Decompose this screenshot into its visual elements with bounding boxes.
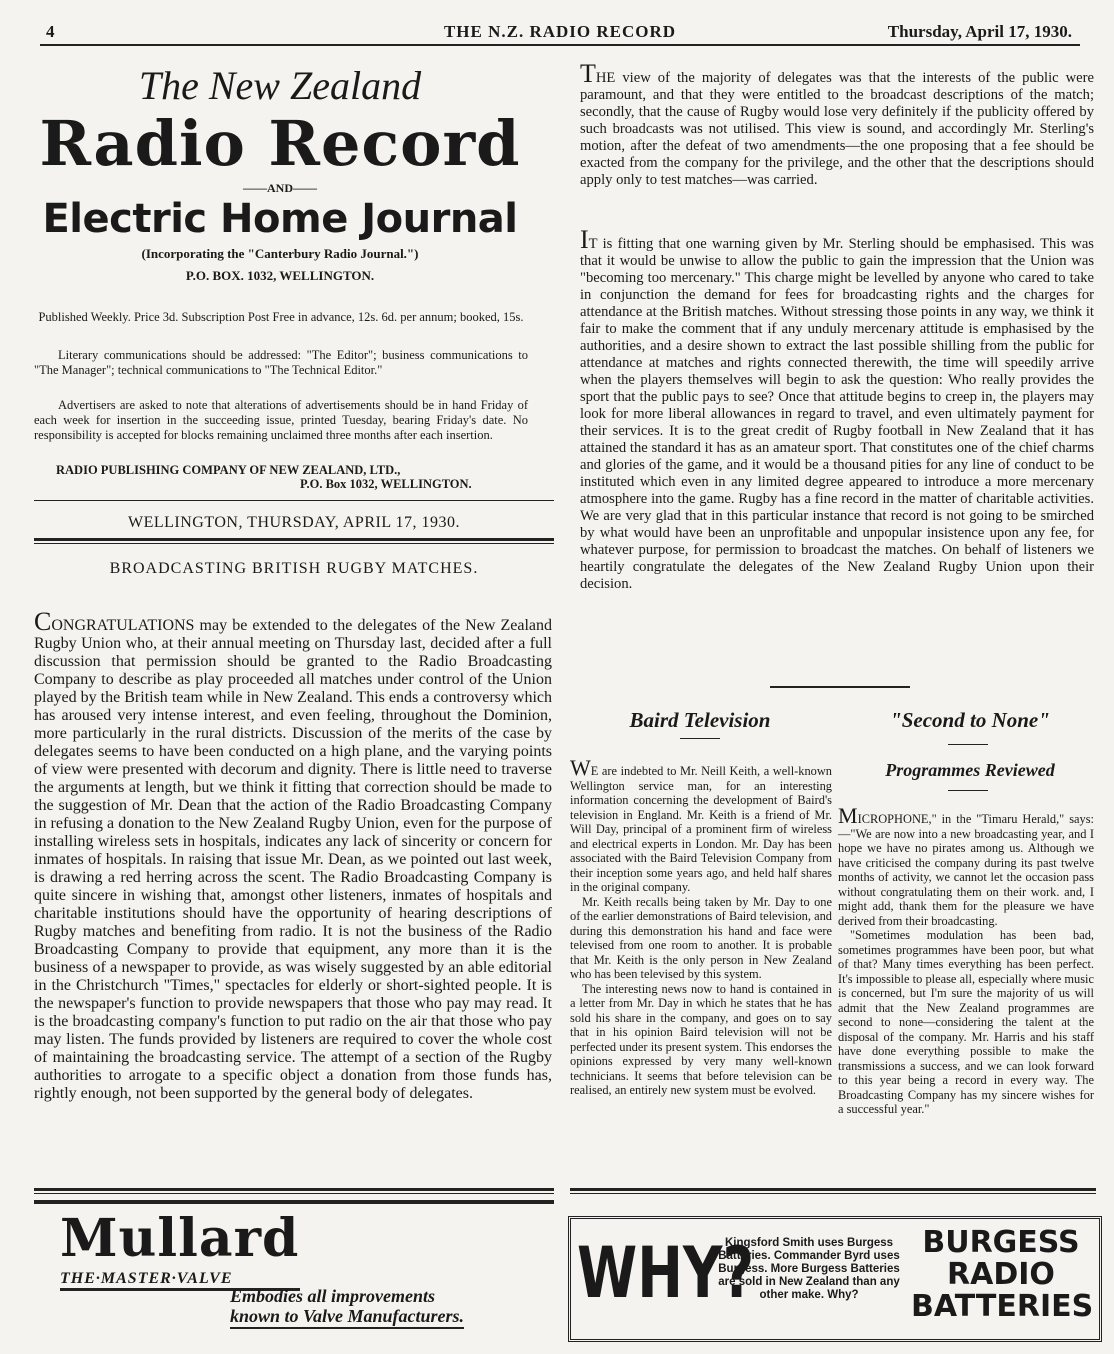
po-box: P.O. BOX. 1032, WELLINGTON.: [185, 268, 375, 283]
burgess-brand: [911, 1225, 1094, 1324]
dropcap-m: M: [838, 803, 858, 828]
second-subtitle: Programmes Reviewed: [885, 760, 1055, 780]
second-title: "Second to None": [890, 708, 1050, 732]
mullard-tagline: THE·MASTER·VALVE: [60, 1270, 300, 1291]
editorial-paragraph-2: THE view of the majority of delegates was that the interests of the public were paramount, and that they were entitled to the broadcast descriptions of the match; secondly, that the cause of Rugby would lose very definitely if the publicity offered by such broadcasts was not utilised. This view is sound, and accordingly Mr. Sterling's motion, after the defeat of two amendments—the one proposing that a fee should be exacted from the company for the privilege, and the other that the descriptions should apply only to test matches—was carried.: [580, 59, 1094, 188]
dropcap-w: W: [570, 755, 591, 780]
dropcap-t: T: [580, 59, 596, 88]
left-bottom-rule: [34, 1188, 554, 1194]
burgess-line1: BURGESS: [922, 1225, 1080, 1260]
baird-rule: [680, 738, 720, 739]
mullard-line1: Embodies all improvements: [230, 1286, 435, 1306]
mullard-brand: Mullard: [60, 1208, 300, 1269]
mullard-line2: known to Valve Manufacturers.: [230, 1306, 464, 1329]
mullard-top-bar: [34, 1200, 554, 1204]
published-info: Published Weekly. Price 3d. Subscription Post Free in advance, 12s. 6d. per annum; booked, 15s.: [38, 310, 524, 324]
page-number: 4: [46, 22, 55, 41]
masthead-line1: The New Zealand: [138, 63, 422, 108]
dateline: WELLINGTON, THURSDAY, APRIL 17, 1930.: [128, 514, 460, 531]
second-subrule: [948, 790, 988, 791]
incorporating-note: (Incorporating the "Canterbury Radio Journal."): [141, 246, 419, 261]
burgess-text: Kingsford Smith uses Burgess Batteries. Commander Byrd uses Burgess. More Burgess Batteries are sold in New Zealand than any other make. Why?: [718, 1237, 900, 1301]
mullard-advertisement: [34, 1200, 554, 1340]
baird-title: Baird Television: [629, 708, 771, 732]
masthead-subtitle: Electric Home Journal: [42, 196, 518, 242]
issue-date: Thursday, April 17, 1930.: [887, 22, 1072, 41]
second-article: MICROPHONE," in the "Timaru Herald," says:—"We are now into a new broadcasting year, and I hope we have no pirates among us. Although we have criticised the company during its past twelve months of activity, we cannot let the occasion pass without congratulating them on their work. and, I might add, thank them for the pleasure we have derived from their broadcasting. "Sometimes modulation has been bad, sometimes programmes have been poor, but what of that? Many times everything has been perfect. It's impossible to please all, especially where music is concerned, but I'm sure the majority of us will admit that the New Zealand programmes are second to none—considering the talent at the disposal of the company. Mr. Harris and his staff have done everything possible to make the transmissions a success, and we can look forward to this year being a record in every way. The Broadcasting Company has my sincere wishes for a successful year.": [838, 803, 1094, 1116]
masthead-rule: [34, 500, 554, 501]
company-box: P.O. Box 1032, WELLINGTON.: [300, 477, 472, 491]
dateline-rule: [34, 538, 554, 544]
burgess-line3: BATTERIES: [911, 1289, 1094, 1324]
dropcap-i: I: [580, 225, 589, 254]
dropcap-c: C: [34, 607, 52, 636]
literary-info: Literary communications should be addressed: "The Editor"; business communications to "The Manager"; technical communications to "The Technical Editor.": [34, 348, 528, 377]
baird-article: WE are indebted to Mr. Neill Keith, a well-known Wellington service man, for an interesting information concerning the development of Baird's television in England. Mr. Keith is a friend of Mr. Will Day, principal of a prominent firm of wireless and electrical experts in London. Mr. Day has been associated with the Baird Television Company from their inception some years ago, and held half shares in the original company. Mr. Keith recalls being taken by Mr. Day to one of the earlier demonstrations of Baird television, and during this demonstration his hand and face were televised from one room to another. It is probable that Mr. Keith is the only person in New Zealand who has been televised by this system. The interesting news now to hand is contained in a letter from Mr. Day in which he states that he has sold his share in the company, and goes on to say that in his opinion Baird television will not be perfected under its present system. This endorses the opinions expressed by very many well-known technicians. It seems that before television can be realised, an entirely new system must be evolved.: [570, 755, 832, 1097]
editorial-paragraph-3: IT is fitting that one warning given by Mr. Sterling should be emphasised. This was that it would be unwise to allow the public to gain the impression that the Union was "becoming too mercenary." This charge might be levelled by anyone who cared to take in conjunction the demand for fees for broadcasting rights and the charges for attendance at the British matches. Without stressing those points in any way, we think it fair to make the comment that if any unduly mercenary attitude is emphasised by the authorities, and a desire shown to extract the last possible shilling from the public for attendance at matches and rights connected therewith, the time will speedily arrive when the players themselves will begin to ask the question: Who really provides the sport that the public pays to see? Once that attitude begins to creep in, the players may look for more liberal allowances in regard to travel, and even ultimately payment for their services. It is to the great credit of Rugby football in New Zealand that it has attained the standard it has as an amateur sport. That constitutes one of the chief charms and glories of the game, and it would be a thousand pities for any line of conduct to be instituted which even in any limited degree appeared to introduce a more mercenary atmosphere into the game. Rugby has a fine record in the matter of charitable activities. We are very glad that in this particular instance that record is not going to be smirched by what would have been an unprofitable and unpopular insistence upon any fee, for whatever purpose, for permission to broadcast the matches. On behalf of listeners we heartily congratulate the delegates of the New Zealand Rugby Union upon their decision.: [580, 225, 1094, 592]
second-p2: "Sometimes modulation has been bad, sometimes programmes have been poor, but what of that? Many times everything has been perfect. It's impossible to please all, especially where music is concerned, but I'm sure the majority of us will admit that the New Zealand programmes are second to none—considering the talent at the disposal of the company. Mr. Harris and his staff have done everything possible to make the transmissions a success, and we can look forward to this year being a record in every way. The Broadcasting Company has my sincere wishes for a successful year.": [838, 928, 1094, 1116]
editorial-title: BROADCASTING BRITISH RUGBY MATCHES.: [109, 560, 479, 577]
masthead-and: ——AND——: [243, 181, 317, 195]
publication-name: THE N.Z. RADIO RECORD: [443, 22, 677, 41]
advertisers-info: Advertisers are asked to note that alterations of advertisements should be in hand Friday of each week for insertion in the succeeding issue, printed Tuesday, bearing Friday's date. No responsibility is accepted for blocks remaining unclaimed three months after each insertion.: [34, 398, 528, 442]
section-divider: [770, 686, 910, 688]
burgess-why: WHY?: [577, 1232, 755, 1314]
baird-p3: The interesting news now to hand is contained in a letter from Mr. Day in which he states that he has sold his share in the company, and goes on to say that in his opinion Baird television will not be perfected under its present system. This endorses the opinions expressed by very many well-known technicians. It seems that before television can be realised, an entirely new system must be evolved.: [570, 981, 832, 1097]
masthead: [30, 62, 530, 284]
editorial-p1-body: New Zealand Rugby Union who, at their annual meeting on Thursday last, decided after a full discussion that permission should be granted to the Radio Broadcasting Company to describe as play proceeded all matches under control of the Union played by the British team while in New Zealand. This ends a controversy which has aroused very intense interest, and even feeling, throughout the Dominion, more particularly in the rural districts. Discussion of the merits of the case by delegates seems to have been conducted on a high plane, and the varying points of view were presented with decorum and dignity. There is little need to traverse the arguments at length, but we think it fitting that correction should be made to the suggestion of Mr. Dean that the action of the Radio Broadcasting Company in refusing a donation to the New Zealand Rugby Union, even for the purpose of installing wireless sets in hospitals, indicates any lack of sincerity or concern for inmates of hospitals. In raising that issue Mr. Dean, as we pointed out last week, is drawing a red herring across the scent. The Radio Broadcasting Company is quite sincere in wishing that, amongst other listeners, inmates of hospitals and charitable institutions should have the opportunity of hearing descriptions of Rugby matches and benefiting from radio. It is not the business of the Radio Broadcasting Company to provide that equipment, any more than it is the business of a newspaper to provide, as was wisely suggested by an able editorial in the Christchurch "Times," spectacles for elderly or short-sighted people. It is the newspaper's function to provide newspapers that those who pay may read. It is the broadcasting company's function to put radio on the air that those who pay may listen. The funds provided by listeners are required to cover the whole cost of maintaining the broadcasting service. The attempt of a section of the Rugby authorities to arrogate to a specific object a donation from those funds has, rightly enough, not been supported by the general body of delegates.: [34, 617, 553, 1102]
burgess-advertisement: [568, 1216, 1102, 1342]
right-bottom-rule: [570, 1188, 1096, 1194]
company-name: RADIO PUBLISHING COMPANY OF NEW ZEALAND, LTD.,: [56, 463, 401, 477]
editorial-paragraph-1: CONGRATULATIONS may be extended to the delegates of the New Zealand Rugby Union who, at their annual meeting on Thursday last, decided after a full discussion that permission should be granted to the Radio Broadcasting Company to describe as play proceeded all matches under control of the Union played by the British team while in New Zealand. This ends a controversy which has aroused very intense interest, and even feeling, throughout the Dominion, more particularly in the rural districts. Discussion of the merits of the case by delegates seems to have been conducted on a high plane, and the varying points of view were presented with decorum and dignity. There is little need to traverse the arguments at length, but we think it fitting that correction should be made to the suggestion of Mr. Dean that the action of the Radio Broadcasting Company in refusing a donation to the New Zealand Rugby Union, even for the purpose of installing wireless sets in hospitals, indicates any lack of sincerity or concern for inmates of hospitals. In raising that issue Mr. Dean, as we pointed out last week, is drawing a red herring across the scent. The Radio Broadcasting Company is quite sincere in wishing that, amongst other listeners, inmates of hospitals and charitable institutions should have the opportunity of hearing descriptions of Rugby matches and benefiting from radio. It is not the business of the Radio Broadcasting Company to provide that equipment, any more than it is the business of a newspaper to provide, as was wisely suggested by an able editorial in the Christchurch "Times," spectacles for elderly or short-sighted people. It is the newspaper's function to provide newspapers that those who pay may read. It is the broadcasting company's function to put radio on the air that those who pay may listen. The funds provided by listeners are required to cover the whole cost of maintaining the broadcasting service. The attempt of a section of the Rugby authorities to arrogate to a specific object a donation from those funds has, rightly enough, not been supported by the general body of delegates.: [34, 607, 553, 1102]
baird-p2: Mr. Keith recalls being taken by Mr. Day to one of the earlier demonstrations of Baird television, and during this demonstration his hand and face were televised from one room to another. It is probable that Mr. Keith is the only person in New Zealand who has been televised by this system.: [570, 894, 832, 981]
masthead-title: Radio Record: [39, 107, 521, 180]
header-rule: [40, 44, 1080, 46]
burgess-line2: RADIO: [947, 1257, 1055, 1292]
running-head: [40, 22, 1080, 46]
second-rule: [948, 744, 988, 745]
